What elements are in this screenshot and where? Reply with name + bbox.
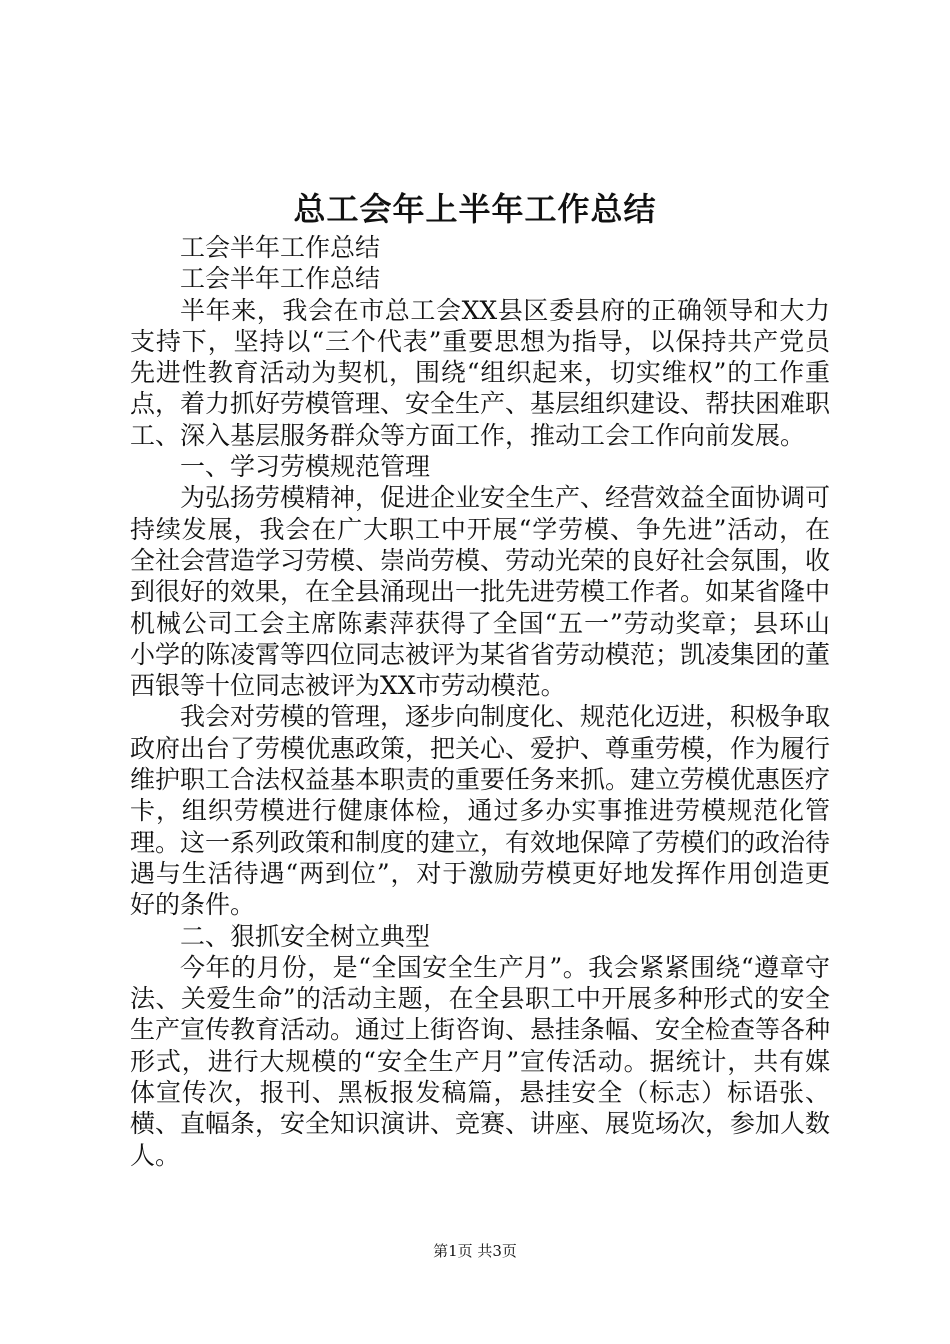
subtitle-line: 工会半年工作总结	[180, 233, 381, 262]
section-heading: 二、狠抓安全树立典型	[180, 921, 431, 951]
body-paragraph: 我会对劳模的管理，逐步向制度化、规范化迈进，积极争取政府出台了劳模优惠政策，把关心、爱护、尊重劳模，作为履行维护职工合法权益基本职责的重要任务来抓。建立劳模优惠医疗卡，组织劳模进行健康体检，通过多办实事推进劳模规范化管理。这一系列政策和制度的建立，有效地保障了劳模们的政治待遇与生活待遇“两到位”，对于激励劳模更好地发挥作用创造更好的条件。	[130, 702, 831, 920]
body-paragraph: 为弘扬劳模精神，促进企业安全生产、经营效益全面协调可持续发展，我会在广大职工中开展“学劳模、争先进”活动，在全社会营造学习劳模、崇尚劳模、劳动光荣的良好社会氛围，收到很好的效果，在全县涌现出一批先进劳模工作者。如某省隆中机械公司工会主席陈素萍获得了全国“五一”劳动奖章；县环山小学的陈凌霄等四位同志被评为某省省劳动模范；凯凌集团的董西银等十位同志被评为XX市劳动模范。	[130, 483, 831, 701]
body-paragraph: 今年的月份，是“全国安全生产月”。我会紧紧围绕“遵章守法、关爱生命”的活动主题，在全县职工中开展多种形式的安全生产宣传教育活动。通过上街咨询、悬挂条幅、安全检查等各种形式，进行大规模的“安全生产月”宣传活动。据统计，共有媒体宣传次，报刊、黑板报发稿篇，悬挂安全（标志）标语张、横、直幅条，安全知识演讲、竞赛、讲座、展览场次，参加人数人。	[130, 952, 831, 1170]
subtitle-line: 工会半年工作总结	[180, 264, 381, 294]
section-heading: 一、学习劳模规范管理	[180, 452, 431, 482]
document-title: 总工会年上半年工作总结	[293, 190, 657, 228]
page-footer: 第1页 共3页	[433, 1242, 517, 1260]
document-body	[130, 232, 830, 1171]
intro-paragraph: 半年来，我会在市总工会XX县区委县府的正确领导和大力支持下，坚持以“三个代表”重要思想为指导，以保持共产党员先进性教育活动为契机，围绕“组织起来，切实维权”的工作重点，着力抓好劳模管理、安全生产、基层组织建设、帮扶困难职工、深入基层服务群众等方面工作，推动工会工作向前发展。	[130, 295, 831, 450]
